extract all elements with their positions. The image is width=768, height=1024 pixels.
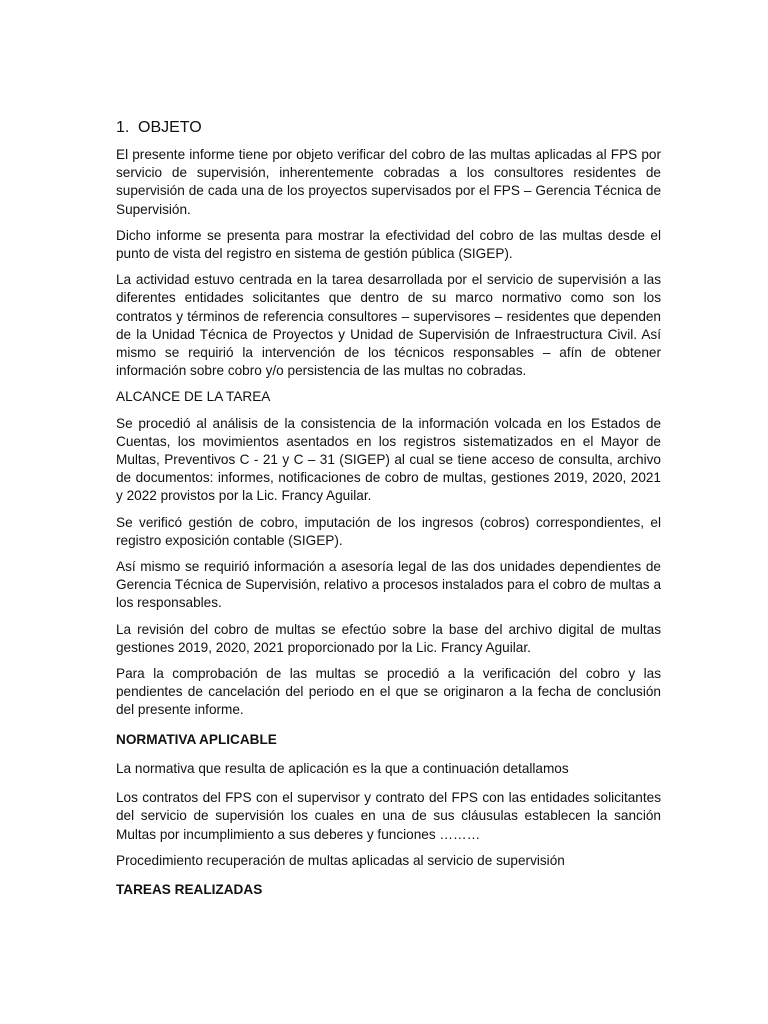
objeto-paragraph-2: Dicho informe se presenta para mostrar la efectividad del cobro de las multas desde el punto de vista del registro en sistema de gestión pública (SIGEP). xyxy=(116,227,661,262)
objeto-paragraph-1: El presente informe tiene por objeto verificar del cobro de las multas aplicadas al FPS por servicio de supervisión, inherentemente cobradas a los consultores residentes de supervisión de cada una de los proyectos supervisados por el FPS – Gerencia Técnica de Supervisión. xyxy=(116,147,661,217)
alcance-paragraph-5: Para la comprobación de las multas se procedió a la verificación del cobro y las pendientes de cancelación del periodo en el que se originaron a la fecha de conclusión del presente informe. xyxy=(116,666,661,718)
normativa-paragraph-2: Los contratos del FPS con el supervisor y contrato del FPS con las entidades solicitantes del servicio de supervisión los cuales en una de sus cláusulas establecen la sanción Multas por incumplimiento a sus deberes y funciones ……… xyxy=(116,790,661,842)
section-number: 1. xyxy=(116,119,130,136)
section-heading-objeto xyxy=(116,119,661,137)
alcance-paragraph-3: Así mismo se requirió información a asesoría legal de las dos unidades dependientes de Gerencia Técnica de Supervisión, relativo a procesos instalados para el cobro de multas a los responsables. xyxy=(116,559,661,611)
alcance-paragraph-4: La revisión del cobro de multas se efectúo sobre la base del archivo digital de multas gestiones 2019, 2020, 2021 proporcionado por la Lic. Francy Aguilar. xyxy=(116,621,661,655)
section-title-normativa: NORMATIVA APLICABLE xyxy=(116,731,277,747)
document-body xyxy=(116,119,661,907)
section-title-objeto: OBJETO xyxy=(138,119,202,136)
section-title-alcance: ALCANCE DE LA TAREA xyxy=(116,389,271,405)
alcance-paragraph-2: Se verificó gestión de cobro, imputación de los ingresos (cobros) correspondientes, el registro exposición contable (SIGEP). xyxy=(116,514,661,548)
objeto-paragraph-3: La actividad estuvo centrada en la tarea desarrollada por el servicio de supervisión a las diferentes entidades solicitantes que dentro de su marco normativo como son los contratos y términos de referencia consultores – supervisores – residentes que dependen de la Unidad Técnica de Proyectos y Unidad de Supervisión de Infraestructura Civil. Así mismo se requirió la intervención de los técnicos responsables – afín de obtener información sobre cobro y/o persistencia de las multas no cobradas. xyxy=(116,272,661,379)
normativa-paragraph-1: La normativa que resulta de aplicación es la que a continuación detallamos xyxy=(116,760,569,776)
section-title-tareas: TAREAS REALIZADAS xyxy=(116,881,263,897)
normativa-paragraph-3: Procedimiento recuperación de multas aplicadas al servicio de supervisión xyxy=(116,852,565,868)
alcance-paragraph-1: Se procedió al análisis de la consistencia de la información volcada en los Estados de Cuentas, los movimientos asentados en los registros sistematizados en el Mayor de Multas, Preventivos C - 21 y C – 31 (SIGEP) al cual se tiene acceso de consulta, archivo de documentos: informes, notificaciones de cobro de multas, gestiones 2019, 2020, 2021 y 2022 provistos por la Lic. Francy Aguilar. xyxy=(116,415,661,504)
